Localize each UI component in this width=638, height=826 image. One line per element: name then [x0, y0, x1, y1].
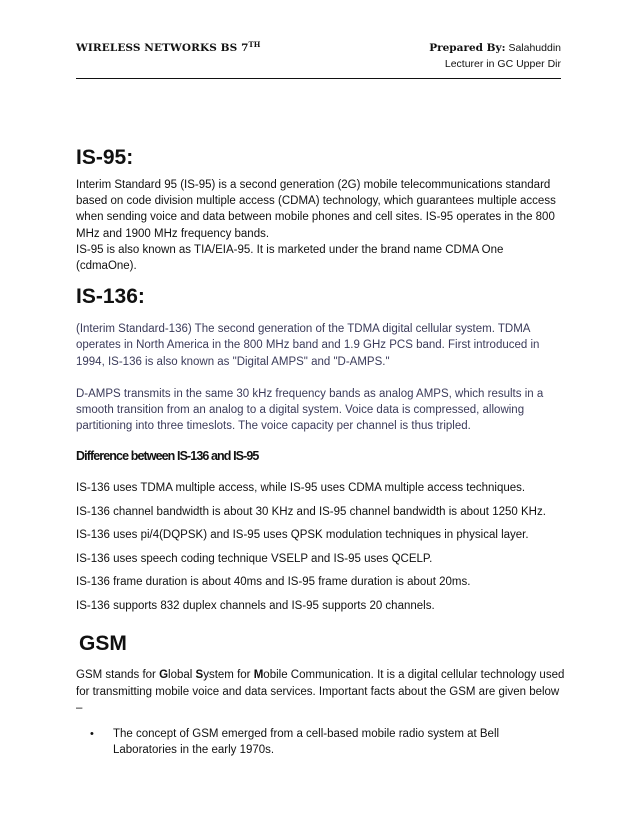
header-divider [76, 78, 561, 79]
prepared-by-line [429, 40, 561, 56]
gsm-letter-s: S [195, 669, 204, 682]
gsm-letter-g: G [159, 669, 169, 682]
difference-item: IS-136 uses TDMA multiple access, while IS-95 uses CDMA multiple access techniques. [76, 482, 526, 495]
header-author-block [429, 40, 561, 72]
document-body [76, 145, 566, 758]
gsm-fact-text: The concept of GSM emerged from a cell-based mobile radio system at Bell Laboratories in the early 1970s. [113, 728, 500, 757]
author-name: Salahuddin [505, 42, 561, 54]
course-title-superscript: TH [248, 40, 261, 49]
list-item [76, 726, 566, 758]
is95-heading: IS-95: [76, 146, 134, 169]
course-title-text: WIRELESS NETWORKS BS 7 [76, 42, 249, 54]
gsm-intro-dash: – [76, 701, 83, 714]
gsm-word-system-rest: ystem for [203, 669, 254, 682]
difference-item: IS-136 uses pi/4(DQPSK) and IS-95 uses QPSK modulation techniques in physical layer. [76, 529, 529, 542]
difference-item: IS-136 channel bandwidth is about 30 KHz and IS-95 channel bandwidth is about 1250 KHz. [76, 505, 546, 518]
is136-paragraph-1: (Interim Standard-136) The second generation of the TDMA digital cellular system. TDMA operates in North America in the 800 MHz band and 1.9 GHz PCS band. First introduced in 1994, IS-136 is also known as "Digital AMPS" and "D-AMPS." [76, 323, 540, 368]
is136-paragraph-2: D-AMPS transmits in the same 30 kHz frequency bands as analog AMPS, which results in a smooth transition from an analog to a digital system. Voice data is compressed, allowing partitioning into three timeslots. The voice capacity per channel is thus tripled. [76, 387, 544, 433]
gsm-facts-list [76, 726, 566, 758]
gsm-intro-rest: obile Communication. It is a digital cellular technology used for transmitting mobile voice and data services. Important facts about the GSM are given below [76, 669, 565, 698]
is95-paragraph-1: Interim Standard 95 (IS-95) is a second generation (2G) mobile telecommunications standard based on code division multiple access (CDMA) technology, which guarantees multiple access when sending voice and data between mobile phones and cell sites. IS-95 operates in the 800 MHz and 1900 MHz frequency bands. [76, 179, 556, 240]
bullet-icon: • [90, 728, 94, 741]
is95-paragraph-2: IS-95 is also known as TIA/EIA-95. It is marketed under the brand name CDMA One (cdmaOne). [76, 243, 504, 273]
author-role: Lecturer in GC Upper Dir [444, 58, 561, 70]
difference-heading: Difference between IS-136 and IS-95 [76, 449, 259, 464]
gsm-word-global-rest: lobal [168, 669, 196, 682]
difference-item: IS-136 supports 832 duplex channels and IS-95 supports 20 channels. [76, 599, 435, 612]
gsm-intro-start: GSM stands for [76, 669, 160, 682]
gsm-heading: GSM [79, 632, 127, 656]
is136-heading: IS-136: [76, 285, 145, 309]
header-course-title [76, 40, 261, 54]
prepared-by-label: Prepared By: [429, 42, 506, 54]
gsm-letter-m: M [253, 669, 264, 682]
gsm-intro-paragraph [76, 667, 566, 716]
difference-item: IS-136 uses speech coding technique VSELP and IS-95 uses QCELP. [76, 552, 433, 565]
difference-list [76, 480, 566, 614]
difference-item: IS-136 frame duration is about 40ms and IS-95 frame duration is about 20ms. [76, 576, 471, 589]
